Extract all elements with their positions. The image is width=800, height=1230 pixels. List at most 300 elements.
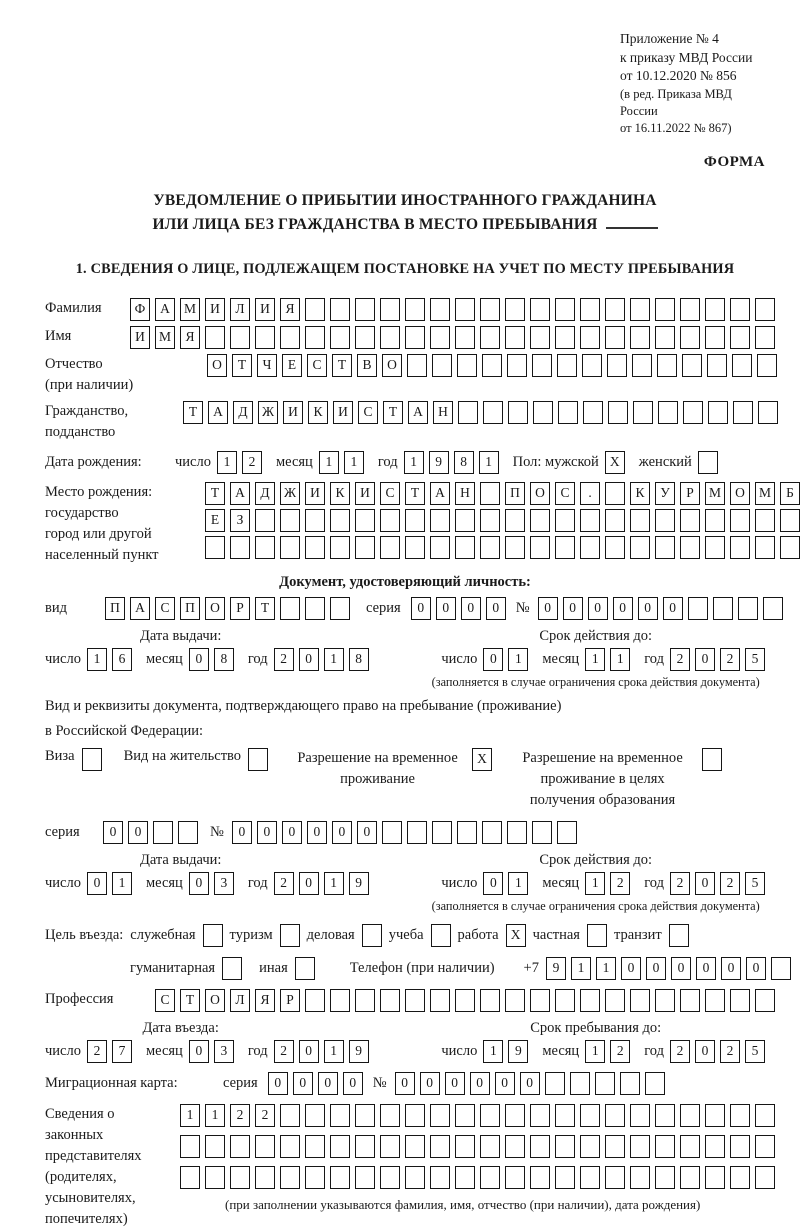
char-cell[interactable]: 7 bbox=[112, 1040, 132, 1063]
char-cell[interactable] bbox=[280, 597, 300, 620]
char-cell[interactable] bbox=[758, 401, 778, 424]
char-cell[interactable] bbox=[655, 298, 675, 321]
char-cell[interactable] bbox=[505, 1104, 525, 1127]
char-cell[interactable] bbox=[633, 401, 653, 424]
char-cell[interactable] bbox=[580, 509, 600, 532]
char-cell[interactable] bbox=[738, 597, 758, 620]
char-cell[interactable] bbox=[330, 509, 350, 532]
char-cell[interactable]: 1 bbox=[479, 451, 499, 474]
char-cell[interactable]: 1 bbox=[324, 648, 344, 671]
char-cell[interactable] bbox=[305, 989, 325, 1012]
char-cell[interactable]: 0 bbox=[695, 1040, 715, 1063]
char-cell[interactable]: X bbox=[605, 451, 625, 474]
char-cell[interactable]: 0 bbox=[520, 1072, 540, 1095]
char-cell[interactable]: 1 bbox=[324, 872, 344, 895]
char-cell[interactable]: Р bbox=[230, 597, 250, 620]
char-cell[interactable] bbox=[532, 354, 552, 377]
char-cell[interactable] bbox=[763, 597, 783, 620]
char-cell[interactable] bbox=[555, 536, 575, 559]
char-cell[interactable] bbox=[655, 326, 675, 349]
char-cell[interactable]: 0 bbox=[486, 597, 506, 620]
char-cell[interactable] bbox=[430, 536, 450, 559]
char-cell[interactable]: 0 bbox=[613, 597, 633, 620]
char-cell[interactable] bbox=[605, 509, 625, 532]
char-cell[interactable] bbox=[380, 509, 400, 532]
char-cell[interactable] bbox=[380, 989, 400, 1012]
char-cell[interactable] bbox=[203, 924, 223, 947]
char-cell[interactable] bbox=[630, 1104, 650, 1127]
char-cell[interactable] bbox=[708, 401, 728, 424]
char-cell[interactable]: 0 bbox=[343, 1072, 363, 1095]
char-cell[interactable] bbox=[230, 1135, 250, 1158]
char-cell[interactable] bbox=[305, 326, 325, 349]
char-cell[interactable] bbox=[605, 1104, 625, 1127]
char-cell[interactable] bbox=[530, 536, 550, 559]
char-cell[interactable]: 0 bbox=[621, 957, 641, 980]
char-cell[interactable]: 0 bbox=[282, 821, 302, 844]
char-cell[interactable] bbox=[455, 1135, 475, 1158]
char-cell[interactable]: Д bbox=[233, 401, 253, 424]
char-cell[interactable] bbox=[507, 821, 527, 844]
char-cell[interactable]: К bbox=[308, 401, 328, 424]
char-cell[interactable] bbox=[730, 298, 750, 321]
char-cell[interactable] bbox=[480, 1135, 500, 1158]
char-cell[interactable]: 0 bbox=[483, 872, 503, 895]
char-cell[interactable] bbox=[153, 821, 173, 844]
char-cell[interactable]: 2 bbox=[230, 1104, 250, 1127]
char-cell[interactable] bbox=[655, 1166, 675, 1189]
birth-place-cells-row1[interactable] bbox=[205, 482, 800, 505]
char-cell[interactable]: 2 bbox=[242, 451, 262, 474]
char-cell[interactable] bbox=[555, 989, 575, 1012]
char-cell[interactable]: С bbox=[358, 401, 378, 424]
char-cell[interactable] bbox=[669, 924, 689, 947]
char-cell[interactable] bbox=[605, 1166, 625, 1189]
char-cell[interactable] bbox=[755, 536, 775, 559]
residence-valid-day[interactable] bbox=[483, 872, 528, 895]
char-cell[interactable]: Т bbox=[180, 989, 200, 1012]
char-cell[interactable]: 3 bbox=[214, 872, 234, 895]
char-cell[interactable] bbox=[380, 326, 400, 349]
char-cell[interactable]: 8 bbox=[349, 648, 369, 671]
char-cell[interactable]: 0 bbox=[746, 957, 766, 980]
char-cell[interactable] bbox=[530, 509, 550, 532]
char-cell[interactable]: П bbox=[505, 482, 525, 505]
residence-number-cells[interactable] bbox=[232, 821, 577, 844]
char-cell[interactable]: X bbox=[472, 748, 492, 771]
purpose-private-checkbox[interactable] bbox=[587, 924, 607, 947]
char-cell[interactable] bbox=[605, 1135, 625, 1158]
char-cell[interactable] bbox=[362, 924, 382, 947]
char-cell[interactable]: 0 bbox=[307, 821, 327, 844]
char-cell[interactable] bbox=[555, 298, 575, 321]
char-cell[interactable] bbox=[730, 1166, 750, 1189]
char-cell[interactable] bbox=[305, 509, 325, 532]
birth-place-cells-row2[interactable] bbox=[205, 509, 800, 532]
char-cell[interactable] bbox=[702, 748, 722, 771]
char-cell[interactable]: 8 bbox=[214, 648, 234, 671]
char-cell[interactable]: 5 bbox=[745, 648, 765, 671]
char-cell[interactable] bbox=[455, 298, 475, 321]
char-cell[interactable]: А bbox=[230, 482, 250, 505]
char-cell[interactable] bbox=[255, 536, 275, 559]
char-cell[interactable]: 1 bbox=[585, 648, 605, 671]
stay-until-month[interactable] bbox=[585, 1040, 630, 1063]
char-cell[interactable]: 0 bbox=[470, 1072, 490, 1095]
char-cell[interactable] bbox=[330, 1135, 350, 1158]
char-cell[interactable]: 1 bbox=[87, 648, 107, 671]
char-cell[interactable]: 0 bbox=[357, 821, 377, 844]
char-cell[interactable]: Т bbox=[332, 354, 352, 377]
char-cell[interactable]: 1 bbox=[483, 1040, 503, 1063]
char-cell[interactable] bbox=[755, 1166, 775, 1189]
char-cell[interactable] bbox=[480, 1104, 500, 1127]
char-cell[interactable] bbox=[407, 354, 427, 377]
char-cell[interactable]: 9 bbox=[508, 1040, 528, 1063]
char-cell[interactable] bbox=[630, 326, 650, 349]
char-cell[interactable] bbox=[655, 1135, 675, 1158]
char-cell[interactable]: 2 bbox=[670, 1040, 690, 1063]
char-cell[interactable] bbox=[430, 1135, 450, 1158]
char-cell[interactable] bbox=[682, 354, 702, 377]
char-cell[interactable]: И bbox=[130, 326, 150, 349]
char-cell[interactable]: 0 bbox=[445, 1072, 465, 1095]
char-cell[interactable]: 0 bbox=[332, 821, 352, 844]
char-cell[interactable] bbox=[530, 989, 550, 1012]
char-cell[interactable]: 1 bbox=[585, 872, 605, 895]
char-cell[interactable] bbox=[657, 354, 677, 377]
char-cell[interactable] bbox=[407, 821, 427, 844]
char-cell[interactable]: 0 bbox=[128, 821, 148, 844]
char-cell[interactable]: А bbox=[130, 597, 150, 620]
char-cell[interactable] bbox=[595, 1072, 615, 1095]
char-cell[interactable]: Ф bbox=[130, 298, 150, 321]
char-cell[interactable] bbox=[280, 1135, 300, 1158]
residence-issue-month[interactable] bbox=[189, 872, 234, 895]
phone-cells[interactable] bbox=[546, 957, 791, 980]
purpose-tourism-checkbox[interactable] bbox=[280, 924, 300, 947]
char-cell[interactable] bbox=[630, 1135, 650, 1158]
char-cell[interactable] bbox=[280, 1166, 300, 1189]
char-cell[interactable] bbox=[482, 354, 502, 377]
char-cell[interactable] bbox=[680, 1166, 700, 1189]
char-cell[interactable] bbox=[405, 1166, 425, 1189]
char-cell[interactable]: 0 bbox=[420, 1072, 440, 1095]
birth-month-cells[interactable] bbox=[319, 451, 364, 474]
char-cell[interactable] bbox=[587, 924, 607, 947]
char-cell[interactable] bbox=[680, 509, 700, 532]
char-cell[interactable] bbox=[555, 1166, 575, 1189]
char-cell[interactable] bbox=[505, 509, 525, 532]
char-cell[interactable]: Т bbox=[405, 482, 425, 505]
char-cell[interactable] bbox=[280, 536, 300, 559]
char-cell[interactable] bbox=[755, 326, 775, 349]
char-cell[interactable]: 0 bbox=[538, 597, 558, 620]
char-cell[interactable] bbox=[255, 509, 275, 532]
char-cell[interactable] bbox=[730, 509, 750, 532]
char-cell[interactable] bbox=[380, 1166, 400, 1189]
char-cell[interactable] bbox=[730, 1104, 750, 1127]
char-cell[interactable] bbox=[255, 326, 275, 349]
char-cell[interactable]: С bbox=[155, 989, 175, 1012]
char-cell[interactable] bbox=[480, 509, 500, 532]
char-cell[interactable] bbox=[355, 326, 375, 349]
char-cell[interactable] bbox=[480, 482, 500, 505]
char-cell[interactable] bbox=[530, 1104, 550, 1127]
char-cell[interactable]: 9 bbox=[349, 1040, 369, 1063]
char-cell[interactable]: 2 bbox=[610, 1040, 630, 1063]
char-cell[interactable]: 6 bbox=[112, 648, 132, 671]
char-cell[interactable]: И bbox=[333, 401, 353, 424]
char-cell[interactable] bbox=[705, 1166, 725, 1189]
char-cell[interactable]: 1 bbox=[508, 872, 528, 895]
char-cell[interactable] bbox=[630, 509, 650, 532]
char-cell[interactable]: 2 bbox=[87, 1040, 107, 1063]
char-cell[interactable] bbox=[405, 298, 425, 321]
char-cell[interactable]: Т bbox=[232, 354, 252, 377]
char-cell[interactable] bbox=[480, 536, 500, 559]
char-cell[interactable] bbox=[508, 401, 528, 424]
char-cell[interactable] bbox=[431, 924, 451, 947]
char-cell[interactable] bbox=[583, 401, 603, 424]
char-cell[interactable]: 1 bbox=[205, 1104, 225, 1127]
char-cell[interactable]: 0 bbox=[268, 1072, 288, 1095]
char-cell[interactable] bbox=[355, 1135, 375, 1158]
char-cell[interactable] bbox=[530, 298, 550, 321]
char-cell[interactable]: Т bbox=[255, 597, 275, 620]
char-cell[interactable]: 1 bbox=[596, 957, 616, 980]
char-cell[interactable] bbox=[705, 1104, 725, 1127]
char-cell[interactable] bbox=[483, 401, 503, 424]
patronymic-cells[interactable] bbox=[207, 354, 777, 377]
representatives-cells-row1[interactable] bbox=[180, 1104, 775, 1127]
char-cell[interactable]: 2 bbox=[720, 1040, 740, 1063]
char-cell[interactable]: О bbox=[205, 989, 225, 1012]
char-cell[interactable] bbox=[607, 354, 627, 377]
char-cell[interactable] bbox=[771, 957, 791, 980]
char-cell[interactable]: Я bbox=[180, 326, 200, 349]
char-cell[interactable] bbox=[705, 509, 725, 532]
char-cell[interactable]: О bbox=[730, 482, 750, 505]
char-cell[interactable] bbox=[730, 989, 750, 1012]
name-cells[interactable] bbox=[130, 326, 775, 349]
char-cell[interactable] bbox=[355, 989, 375, 1012]
char-cell[interactable] bbox=[330, 536, 350, 559]
char-cell[interactable]: 1 bbox=[112, 872, 132, 895]
stay-until-year[interactable] bbox=[670, 1040, 765, 1063]
char-cell[interactable]: Е bbox=[282, 354, 302, 377]
purpose-humanitarian-checkbox[interactable] bbox=[222, 957, 242, 980]
stay-until-day[interactable] bbox=[483, 1040, 528, 1063]
char-cell[interactable]: С bbox=[555, 482, 575, 505]
char-cell[interactable] bbox=[330, 298, 350, 321]
char-cell[interactable]: 0 bbox=[395, 1072, 415, 1095]
char-cell[interactable]: 3 bbox=[214, 1040, 234, 1063]
option-visa-checkbox[interactable] bbox=[82, 748, 102, 771]
char-cell[interactable]: С bbox=[380, 482, 400, 505]
char-cell[interactable] bbox=[180, 1135, 200, 1158]
migration-series-cells[interactable] bbox=[268, 1072, 363, 1095]
char-cell[interactable]: О bbox=[207, 354, 227, 377]
char-cell[interactable] bbox=[680, 1104, 700, 1127]
char-cell[interactable] bbox=[755, 1135, 775, 1158]
char-cell[interactable] bbox=[630, 989, 650, 1012]
char-cell[interactable]: 0 bbox=[483, 648, 503, 671]
char-cell[interactable] bbox=[505, 536, 525, 559]
char-cell[interactable] bbox=[355, 1104, 375, 1127]
char-cell[interactable] bbox=[482, 821, 502, 844]
char-cell[interactable]: Е bbox=[205, 509, 225, 532]
char-cell[interactable] bbox=[480, 989, 500, 1012]
char-cell[interactable] bbox=[532, 821, 552, 844]
identity-kind-cells[interactable] bbox=[105, 597, 350, 620]
char-cell[interactable]: 0 bbox=[189, 648, 209, 671]
char-cell[interactable] bbox=[580, 1135, 600, 1158]
char-cell[interactable] bbox=[205, 326, 225, 349]
char-cell[interactable] bbox=[658, 401, 678, 424]
char-cell[interactable] bbox=[755, 509, 775, 532]
char-cell[interactable] bbox=[222, 957, 242, 980]
char-cell[interactable] bbox=[580, 298, 600, 321]
char-cell[interactable] bbox=[755, 1104, 775, 1127]
char-cell[interactable]: М bbox=[705, 482, 725, 505]
citizenship-cells[interactable] bbox=[183, 401, 778, 424]
char-cell[interactable]: И bbox=[283, 401, 303, 424]
char-cell[interactable]: 9 bbox=[429, 451, 449, 474]
char-cell[interactable] bbox=[505, 1166, 525, 1189]
purpose-commercial-checkbox[interactable] bbox=[362, 924, 382, 947]
char-cell[interactable]: 2 bbox=[720, 872, 740, 895]
char-cell[interactable] bbox=[757, 354, 777, 377]
char-cell[interactable]: И bbox=[255, 298, 275, 321]
char-cell[interactable]: 0 bbox=[411, 597, 431, 620]
char-cell[interactable]: И bbox=[305, 482, 325, 505]
char-cell[interactable]: Л bbox=[230, 989, 250, 1012]
char-cell[interactable] bbox=[355, 536, 375, 559]
char-cell[interactable]: Я bbox=[280, 298, 300, 321]
purpose-other-checkbox[interactable] bbox=[295, 957, 315, 980]
surname-cells[interactable] bbox=[130, 298, 775, 321]
residence-valid-year[interactable] bbox=[670, 872, 765, 895]
char-cell[interactable]: Д bbox=[255, 482, 275, 505]
char-cell[interactable]: М bbox=[155, 326, 175, 349]
char-cell[interactable] bbox=[178, 821, 198, 844]
char-cell[interactable] bbox=[507, 354, 527, 377]
char-cell[interactable] bbox=[680, 536, 700, 559]
char-cell[interactable] bbox=[680, 326, 700, 349]
char-cell[interactable] bbox=[630, 1166, 650, 1189]
char-cell[interactable] bbox=[705, 326, 725, 349]
char-cell[interactable] bbox=[580, 326, 600, 349]
birth-day-cells[interactable] bbox=[217, 451, 262, 474]
entry-month[interactable] bbox=[189, 1040, 234, 1063]
char-cell[interactable]: 2 bbox=[274, 1040, 294, 1063]
char-cell[interactable] bbox=[205, 1135, 225, 1158]
char-cell[interactable]: 0 bbox=[695, 648, 715, 671]
char-cell[interactable] bbox=[655, 989, 675, 1012]
char-cell[interactable] bbox=[480, 1166, 500, 1189]
char-cell[interactable] bbox=[255, 1135, 275, 1158]
char-cell[interactable] bbox=[430, 326, 450, 349]
char-cell[interactable]: 0 bbox=[293, 1072, 313, 1095]
char-cell[interactable]: Т bbox=[205, 482, 225, 505]
char-cell[interactable]: М bbox=[755, 482, 775, 505]
char-cell[interactable] bbox=[230, 1166, 250, 1189]
char-cell[interactable] bbox=[280, 924, 300, 947]
representatives-cells-row2[interactable] bbox=[180, 1135, 775, 1158]
char-cell[interactable]: С bbox=[155, 597, 175, 620]
char-cell[interactable]: 0 bbox=[495, 1072, 515, 1095]
char-cell[interactable]: 1 bbox=[217, 451, 237, 474]
char-cell[interactable]: Р bbox=[280, 989, 300, 1012]
char-cell[interactable]: 0 bbox=[87, 872, 107, 895]
char-cell[interactable]: 2 bbox=[670, 872, 690, 895]
char-cell[interactable] bbox=[280, 326, 300, 349]
birth-place-cells-row3[interactable] bbox=[205, 536, 800, 559]
char-cell[interactable] bbox=[405, 326, 425, 349]
char-cell[interactable] bbox=[295, 957, 315, 980]
char-cell[interactable] bbox=[730, 326, 750, 349]
char-cell[interactable] bbox=[505, 326, 525, 349]
char-cell[interactable] bbox=[608, 401, 628, 424]
char-cell[interactable] bbox=[305, 1104, 325, 1127]
char-cell[interactable] bbox=[683, 401, 703, 424]
char-cell[interactable]: 0 bbox=[299, 1040, 319, 1063]
migration-number-cells[interactable] bbox=[395, 1072, 665, 1095]
char-cell[interactable] bbox=[355, 298, 375, 321]
char-cell[interactable] bbox=[380, 536, 400, 559]
char-cell[interactable] bbox=[458, 401, 478, 424]
char-cell[interactable] bbox=[305, 298, 325, 321]
char-cell[interactable] bbox=[205, 536, 225, 559]
char-cell[interactable]: 0 bbox=[299, 648, 319, 671]
char-cell[interactable] bbox=[305, 536, 325, 559]
char-cell[interactable] bbox=[380, 1135, 400, 1158]
identity-valid-month[interactable] bbox=[585, 648, 630, 671]
char-cell[interactable]: 2 bbox=[720, 648, 740, 671]
char-cell[interactable]: Я bbox=[255, 989, 275, 1012]
char-cell[interactable] bbox=[530, 1135, 550, 1158]
char-cell[interactable] bbox=[380, 1104, 400, 1127]
identity-valid-year[interactable] bbox=[670, 648, 765, 671]
char-cell[interactable] bbox=[530, 326, 550, 349]
char-cell[interactable]: О bbox=[205, 597, 225, 620]
char-cell[interactable]: 2 bbox=[670, 648, 690, 671]
char-cell[interactable] bbox=[555, 1104, 575, 1127]
char-cell[interactable] bbox=[780, 509, 800, 532]
char-cell[interactable] bbox=[530, 1166, 550, 1189]
char-cell[interactable]: 9 bbox=[546, 957, 566, 980]
char-cell[interactable] bbox=[705, 298, 725, 321]
char-cell[interactable] bbox=[455, 536, 475, 559]
char-cell[interactable] bbox=[698, 451, 718, 474]
char-cell[interactable]: А bbox=[430, 482, 450, 505]
char-cell[interactable]: И bbox=[205, 298, 225, 321]
char-cell[interactable] bbox=[680, 298, 700, 321]
char-cell[interactable]: 8 bbox=[454, 451, 474, 474]
option-residence-permit-checkbox[interactable] bbox=[248, 748, 268, 771]
char-cell[interactable]: 0 bbox=[646, 957, 666, 980]
char-cell[interactable]: С bbox=[307, 354, 327, 377]
char-cell[interactable]: Т bbox=[183, 401, 203, 424]
char-cell[interactable]: Р bbox=[680, 482, 700, 505]
residence-valid-month[interactable] bbox=[585, 872, 630, 895]
char-cell[interactable] bbox=[457, 354, 477, 377]
purpose-work-checkbox[interactable] bbox=[506, 924, 526, 947]
char-cell[interactable] bbox=[705, 989, 725, 1012]
char-cell[interactable] bbox=[655, 536, 675, 559]
residence-issue-day[interactable] bbox=[87, 872, 132, 895]
